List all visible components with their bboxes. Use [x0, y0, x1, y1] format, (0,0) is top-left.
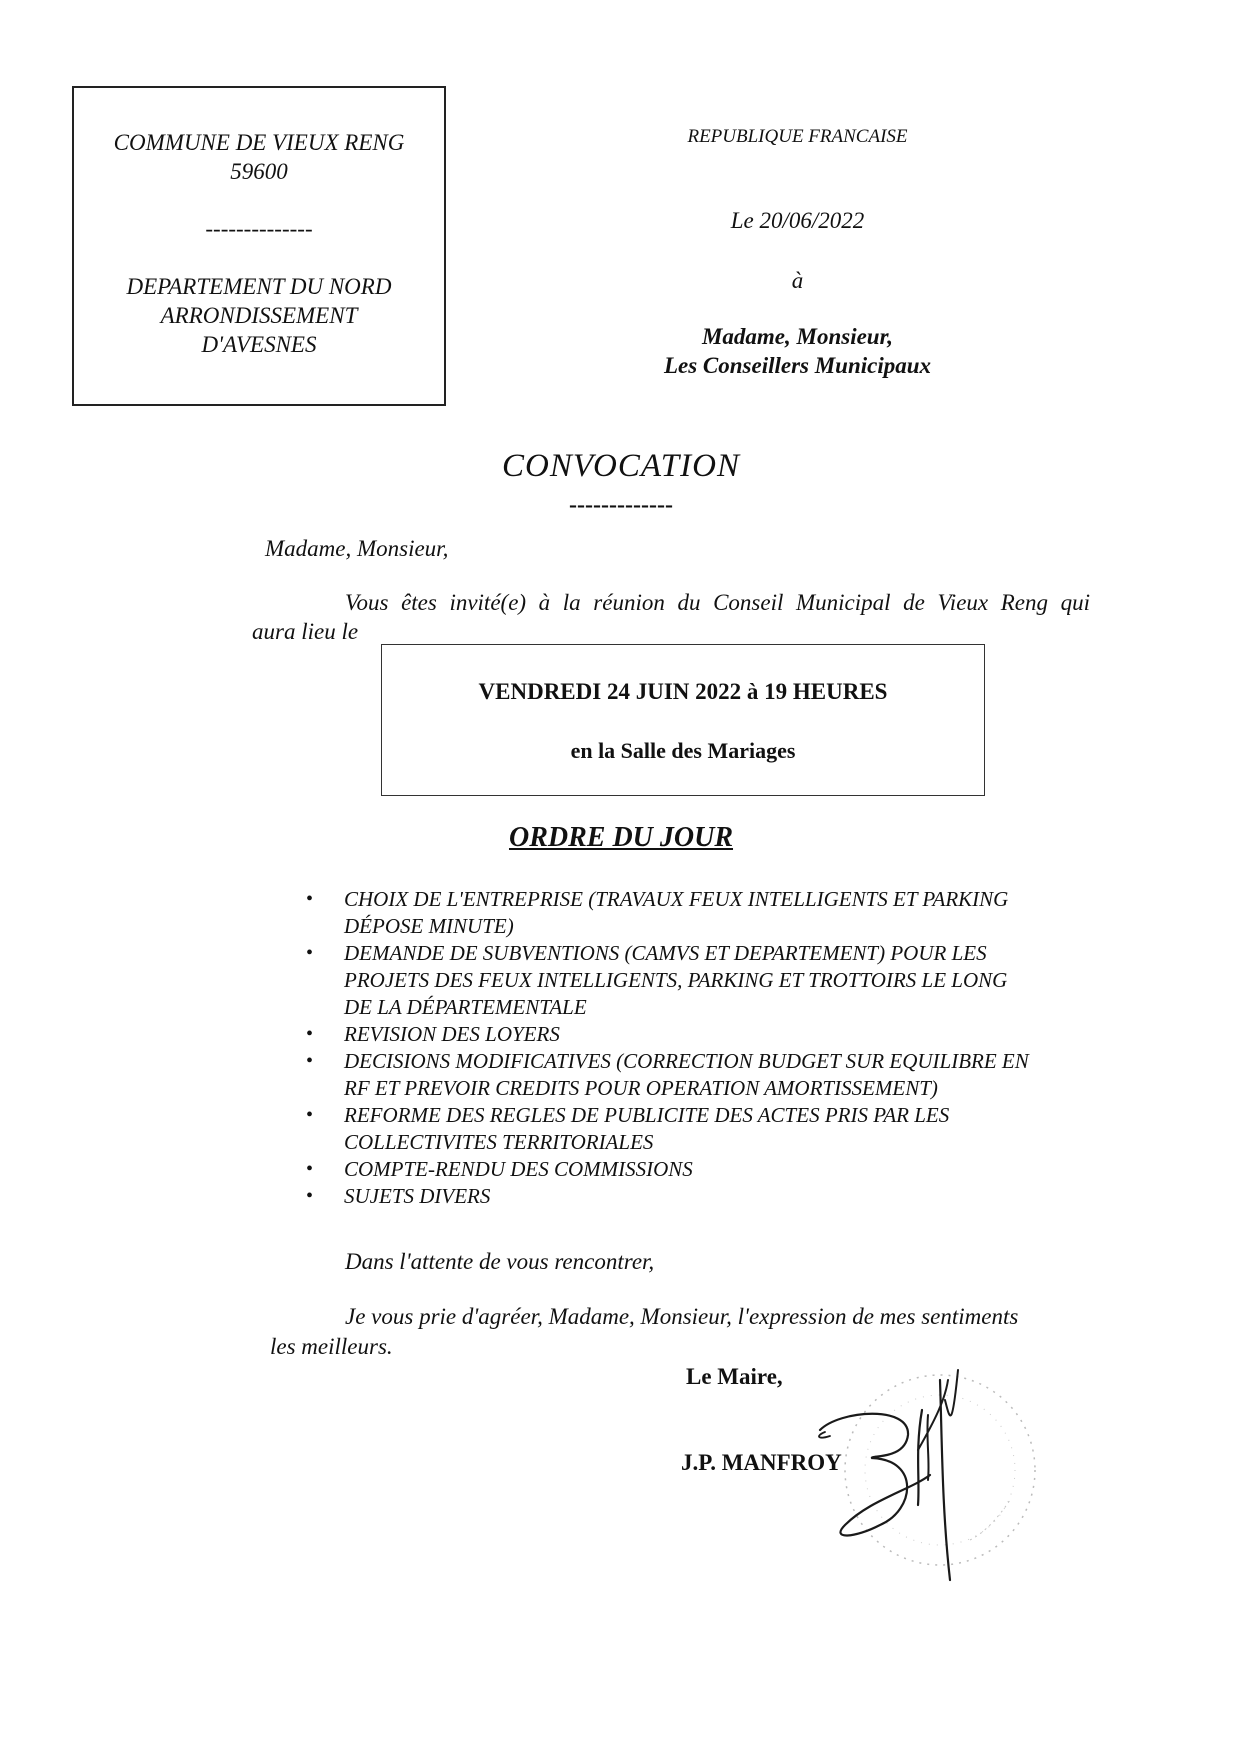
document-title: CONVOCATION: [502, 448, 740, 484]
agenda-item-line: DÉPOSE MINUTE): [344, 914, 514, 938]
regards-line-2: les meilleurs.: [270, 1334, 393, 1359]
agenda-item-line: DECISIONS MODIFICATIVES (CORRECTION BUDGET SUR EQUILIBRE EN: [344, 1049, 1029, 1073]
meeting-datetime: VENDREDI 24 JUIN 2022 à 19 HEURES: [478, 679, 888, 704]
agenda-item-line: RF ET PREVOIR CREDITS POUR OPERATION AMORTISSEMENT): [344, 1076, 938, 1100]
bullet-icon: •: [306, 1158, 314, 1180]
to-label: à: [791, 268, 804, 293]
closing-line: Dans l'attente de vous rencontrer,: [345, 1249, 655, 1274]
bullet-icon: •: [306, 1023, 314, 1045]
invitation-line-1: Vous êtes invité(e) à la réunion du Conseil Municipal de Vieux Reng qui: [345, 590, 1090, 615]
agenda-item-line: REFORME DES REGLES DE PUBLICITE DES ACTES PRIS PAR LES: [344, 1103, 950, 1127]
agenda-list: [306, 886, 1106, 1210]
meeting-location: en la Salle des Mariages: [570, 738, 796, 763]
republic-label: REPUBLIQUE FRANCAISE: [687, 126, 908, 147]
signature-icon: [800, 1340, 1030, 1600]
letter-date: Le 20/06/2022: [730, 208, 865, 233]
header-separator: --------------: [205, 216, 313, 241]
agenda-item: [306, 1183, 1106, 1210]
signatory-title: Le Maire,: [686, 1364, 783, 1389]
commune-name: COMMUNE DE VIEUX RENG: [113, 130, 405, 155]
bullet-icon: •: [306, 1104, 314, 1126]
regards-line-1: Je vous prie d'agréer, Madame, Monsieur, l'expression de mes sentiments: [345, 1304, 1019, 1329]
agenda-item-line: PROJETS DES FEUX INTELLIGENTS, PARKING ET TROTTOIRS LE LONG: [344, 968, 1008, 992]
arrondissement-label: ARRONDISSEMENT: [160, 303, 358, 328]
bullet-icon: •: [306, 1050, 314, 1072]
arrondissement-name: D'AVESNES: [201, 332, 317, 357]
agenda-item-line: SUJETS DIVERS: [344, 1184, 491, 1208]
agenda-item: [306, 1048, 1106, 1102]
recipients-line-1: Madame, Monsieur,: [701, 324, 894, 349]
department-name: DEPARTEMENT DU NORD: [126, 274, 392, 299]
agenda-title: ORDRE DU JOUR: [508, 822, 734, 853]
bullet-icon: •: [306, 888, 314, 910]
postal-code: 59600: [230, 159, 288, 184]
bullet-icon: •: [306, 1185, 314, 1207]
title-rule: -------------: [569, 492, 673, 518]
invitation-line-2: aura lieu le: [252, 619, 359, 644]
agenda-item: [306, 886, 1106, 940]
bullet-icon: •: [306, 942, 314, 964]
agenda-item-line: REVISION DES LOYERS: [344, 1022, 560, 1046]
agenda-item-line: DE LA DÉPARTEMENTALE: [344, 995, 587, 1019]
meeting-details-box: [381, 644, 985, 796]
agenda-item: [306, 1102, 1106, 1156]
commune-header-box: [72, 86, 446, 406]
agenda-item-line: CHOIX DE L'ENTREPRISE (TRAVAUX FEUX INTELLIGENTS ET PARKING: [344, 887, 1009, 911]
agenda-item: [306, 1156, 1106, 1183]
agenda-item-line: COLLECTIVITES TERRITORIALES: [344, 1130, 654, 1154]
salutation: Madame, Monsieur,: [265, 536, 449, 561]
signatory-name: J.P. MANFROY: [681, 1450, 842, 1475]
recipients-line-2: Les Conseillers Municipaux: [663, 353, 932, 378]
agenda-item: [306, 1021, 1106, 1048]
agenda-item: [306, 940, 1106, 1021]
agenda-item-line: DEMANDE DE SUBVENTIONS (CAMVS ET DEPARTEMENT) POUR LES: [344, 941, 987, 965]
agenda-item-line: COMPTE-RENDU DES COMMISSIONS: [344, 1157, 693, 1181]
